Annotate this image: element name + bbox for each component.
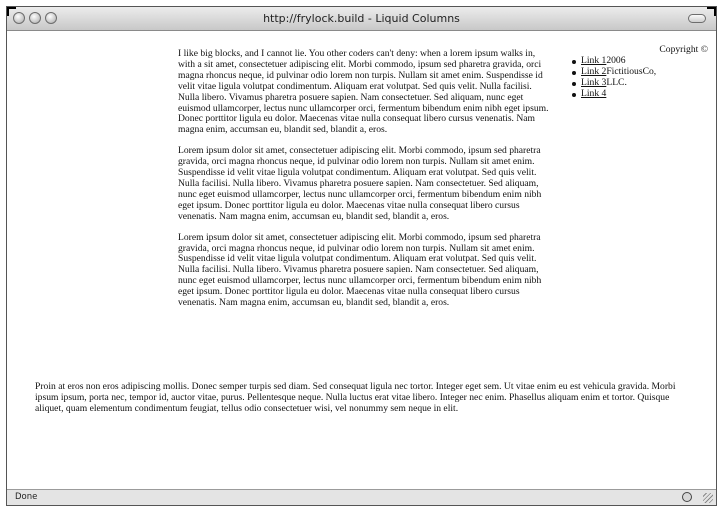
window-title: http://frylock.build - Liquid Columns <box>263 12 460 25</box>
sidebar-text: FictitiousCo, <box>606 65 657 77</box>
main-paragraph-3: Lorem ipsum dolor sit amet, consectetuer adipiscing elit. Morbi commodo, ipsum sed pharetra gravida, orci magna rhoncus neque, id pulvinar odio lorem non turpis. Nullam sit amet enim. Suspendisse id velit vitae ligula volutpat condimentum. Aliquam erat volutpat. Sed quis velit. Nulla facilisi. Nulla libero. Vivamus pharetra posuere sapien. Nam consectetuer. Sed aliquam, nunc eget euismod ullamcorper, lectus nunc ullamcorper orci, fermentum bibendum enim nibh eget ipsum. Donec porttitor ligula eu dolor. Maecenas vitae nulla consequat libero cursus venenatis. Nam magna enim, accumsan eu, blandit sed, blandit a, eros. <box>178 231 542 309</box>
sidebar-text: LLC. <box>606 76 627 88</box>
title-bar <box>7 7 716 31</box>
main-paragraph-1: I like big blocks, and I cannot lie. You other coders can't deny: when a lorem ipsum walks in, with a sit amet, consectetuer adipiscing elit. Morbi commodo, ipsum sed pharetra gravida, orci magna rhoncus neque, id pulvinar odio lorem non turpis. Nullam sit amet enim. Suspendisse id velit vitae ligula volutpat condimentum. Aliquam erat volutpat. Sed quis velit. Nulla facilisi. Nulla libero. Vivamus pharetra posuere sapien. Nam consectetuer. Sed aliquam, nunc eget euismod ullamcorper, lectus nunc ullamcorper orci, fermentum bibendum enim nibh eget ipsum. Donec porttitor ligula eu dolor. Maecenas vitae nulla consequat libero cursus venenatis. Nam magna enim, accumsan eu, blandit sed, blandit a, eros. <box>178 48 549 136</box>
status-text: Done <box>15 492 38 502</box>
sidebar-link-1[interactable]: Link 1 <box>581 54 607 66</box>
sidebar-item <box>572 89 712 100</box>
footer <box>35 382 685 415</box>
sidebar-column <box>572 45 712 100</box>
main-paragraph-2: Lorem ipsum dolor sit amet, consectetuer adipiscing elit. Morbi commodo, ipsum sed pharetra gravida, orci magna rhoncus neque, id pulvinar odio lorem non turpis. Nullam sit amet enim. Suspendisse id velit vitae ligula volutpat condimentum. Aliquam erat volutpat. Sed quis velit. Nulla facilisi. Nulla libero. Vivamus pharetra posuere sapien. Nam consectetuer. Sed aliquam, nunc eget euismod ullamcorper, lectus nunc ullamcorper orci, fermentum bibendum enim nibh eget ipsum. Donec porttitor ligula eu dolor. Maecenas vitae nulla consequat libero cursus venenatis. Nam magna enim, accumsan eu, blandit sed, blandit a, eros. <box>178 145 542 222</box>
sidebar-text: 2006 <box>606 54 626 66</box>
resize-grip-icon[interactable] <box>703 493 713 503</box>
sidebar-link-2[interactable]: Link 2 <box>581 65 607 77</box>
browser-window <box>6 6 717 506</box>
sidebar-link-3[interactable]: Link 3 <box>581 76 607 88</box>
sidebar-link-4[interactable]: Link 4 <box>581 87 607 99</box>
sidebar-link-list <box>572 56 712 100</box>
security-status-icon[interactable] <box>682 492 692 502</box>
page-content <box>7 31 716 489</box>
toolbar-toggle-button[interactable] <box>688 14 706 23</box>
crop-mark <box>707 7 716 16</box>
copyright-text: Copyright © <box>659 44 708 55</box>
footer-paragraph: Proin at eros non eros adipiscing mollis. Donec semper turpis sed diam. Sed consequat ligula nec tortor. Integer eget sem. Ut vitae enim eu est vehicula gravida. Morbi ipsum ipsum, porta nec, tempor id, auctor vitae, purus. Pellentesque neque. Nulla luctus erat vitae libero. Integer nec enim. Phasellus aliquam enim et tortor. Quisque aliquet, quam elementum condimentum feugiat, tellus odio consectetuer wisi, vel nonummy sem neque in elit. <box>35 381 676 414</box>
status-bar <box>7 489 716 505</box>
main-column <box>178 49 554 319</box>
